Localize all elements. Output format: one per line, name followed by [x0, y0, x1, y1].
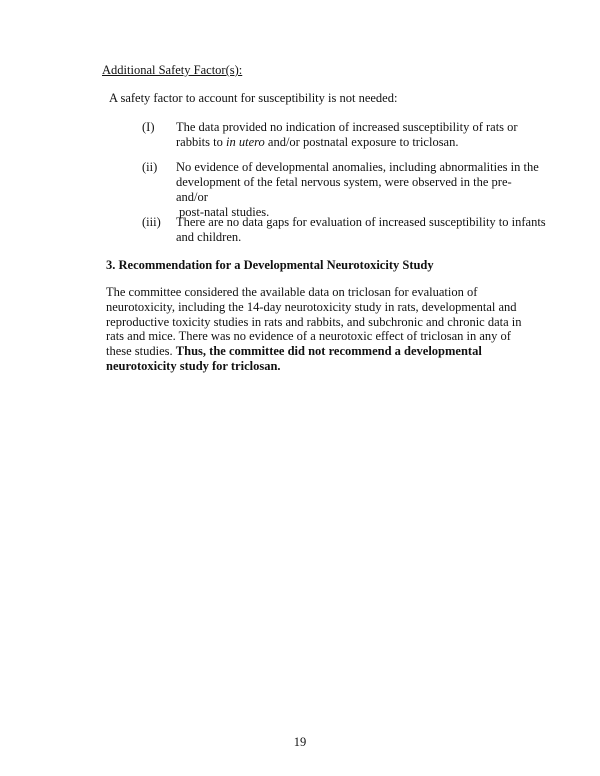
list-item-line: development of the fetal nervous system, were observed in the pre- and/or — [176, 175, 512, 204]
recommendation-paragraph — [106, 285, 531, 374]
list-item-numeral: (ii) — [142, 160, 158, 174]
list-item-text-part: The data provided no indication of increased susceptibility of rats or rabbits to — [176, 120, 518, 149]
intro-sentence: A safety factor to account for susceptibility is not needed: — [109, 91, 398, 105]
list-item-numeral: (I) — [142, 120, 155, 134]
paragraph-bold-conclusion: Thus, the committee did not recommend a developmental neurotoxicity study for triclosan. — [106, 344, 482, 373]
list-item-line: No evidence of developmental anomalies, including abnormalities in the — [176, 160, 539, 174]
list-item-text: There are no data gaps for evaluation of increased susceptibility to infants and children. — [176, 215, 546, 244]
list-item-text — [176, 120, 546, 150]
paragraph-text: The committee considered the available data on triclosan for evaluation of neurotoxicity, including the 14-day neurotoxicity study in rats, developmental and reproductive toxicity studies in rats and rabbits, and subchronic and chronic data in rats and mice. There was no evidence of a neurotoxic effect of triclosan in any of these studies. — [106, 285, 522, 359]
page-number: 19 — [293, 735, 307, 749]
list-item-line: post-natal studies. — [179, 205, 270, 219]
list-item-text — [176, 160, 546, 220]
safety-factor-heading: Additional Safety Factor(s): — [102, 63, 243, 77]
list-item-numeral: (iii) — [142, 215, 161, 229]
list-item-text-part: and/or postnatal exposure to triclosan. — [264, 135, 459, 149]
section-heading: 3. Recommendation for a Developmental Neurotoxicity Study — [106, 258, 434, 272]
list-item-italic-text: in utero — [226, 135, 265, 149]
